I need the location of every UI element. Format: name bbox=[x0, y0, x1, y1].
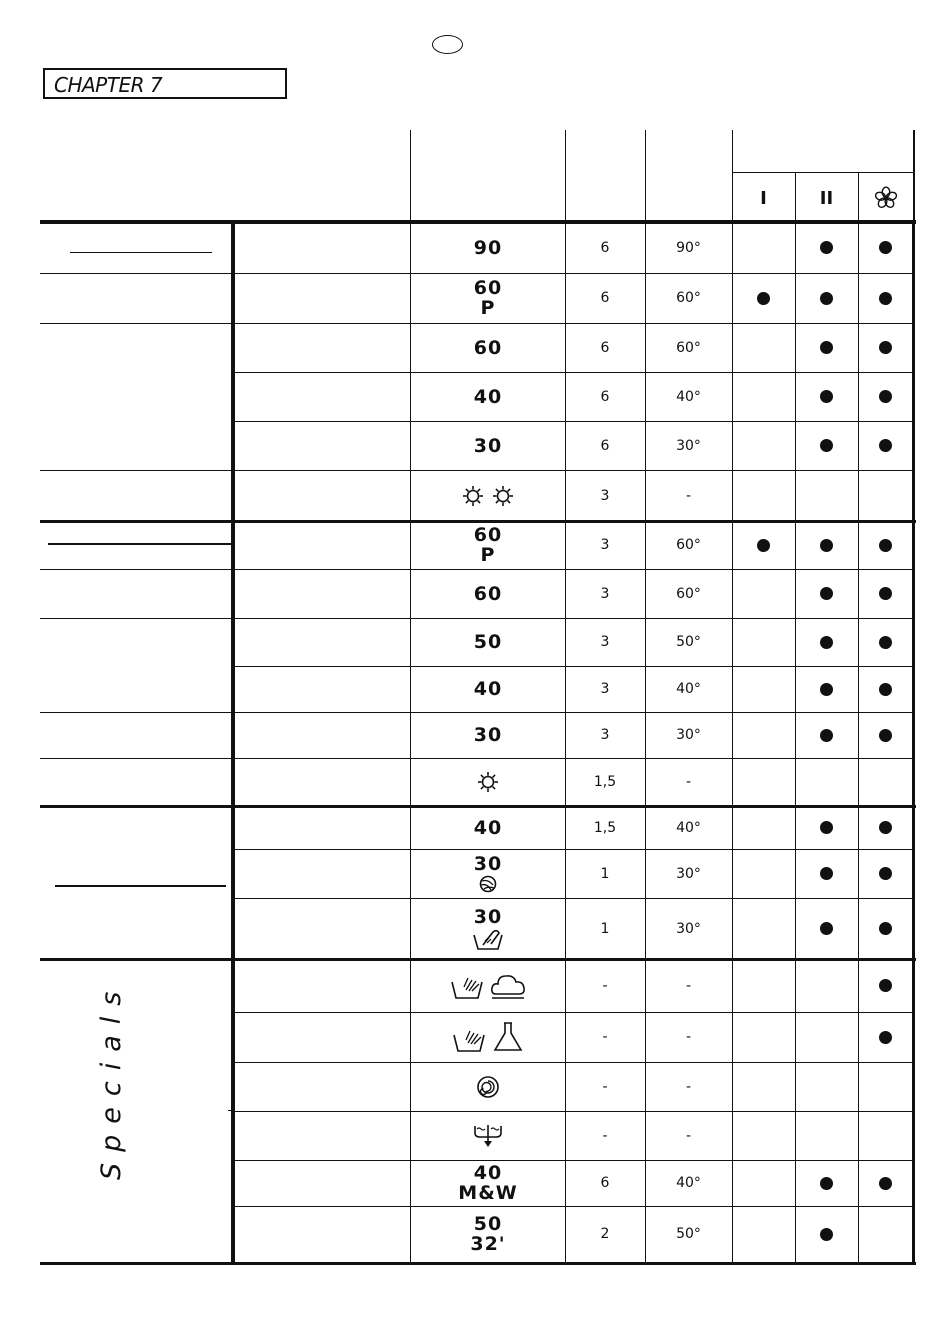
underline-mark bbox=[48, 543, 231, 545]
sun-icon bbox=[477, 771, 499, 793]
category-rule bbox=[40, 470, 233, 471]
filled-dot-icon bbox=[820, 341, 833, 354]
temperature-code bbox=[474, 584, 502, 604]
softener-cloud-icon bbox=[490, 972, 526, 1000]
language-oval bbox=[432, 35, 463, 54]
dosage-cell bbox=[795, 1206, 858, 1262]
filled-dot-icon bbox=[879, 390, 892, 403]
filled-dot-icon bbox=[879, 683, 892, 696]
rinse-icon bbox=[450, 972, 484, 1000]
wool-icon bbox=[478, 874, 498, 894]
temperature-number: 60 bbox=[473, 277, 503, 299]
programme-symbol bbox=[411, 569, 565, 618]
programme-suffix: P bbox=[480, 544, 496, 566]
main-wash-label: II bbox=[819, 187, 834, 209]
max-load-value: 1,5 bbox=[593, 819, 617, 836]
temperature-code bbox=[470, 1214, 505, 1254]
max-temperature-value: 50° bbox=[676, 634, 701, 650]
programme-symbol bbox=[411, 273, 565, 323]
dosage-cell bbox=[858, 569, 913, 618]
temperature-number: 40 bbox=[473, 678, 503, 700]
filled-dot-icon bbox=[879, 922, 892, 935]
dosage-cell bbox=[858, 898, 913, 959]
programme-symbol bbox=[411, 421, 565, 470]
programme-symbol bbox=[411, 959, 565, 1012]
programme-symbol bbox=[411, 898, 565, 959]
temperature-number: 30 bbox=[473, 905, 503, 928]
chapter-heading bbox=[43, 68, 287, 99]
max-load-value: 1 bbox=[600, 865, 610, 882]
dosage-cell bbox=[858, 421, 913, 470]
programme-symbol bbox=[411, 712, 565, 758]
max-load-value: 6 bbox=[600, 388, 610, 405]
dosage-cell bbox=[795, 569, 858, 618]
max-load-value: 3 bbox=[600, 727, 610, 743]
programme-symbol bbox=[411, 521, 565, 569]
dosage-cell bbox=[795, 712, 858, 758]
max-temperature-value: 50° bbox=[676, 1226, 701, 1242]
max-load-value: 6 bbox=[600, 437, 610, 454]
dosage-column-1-header bbox=[732, 178, 795, 218]
dosage-cell bbox=[795, 323, 858, 372]
programme-suffix: 32' bbox=[470, 1233, 506, 1255]
dosage-cell bbox=[858, 323, 913, 372]
filled-dot-icon bbox=[879, 439, 892, 452]
category-rule bbox=[40, 758, 233, 759]
bleach-flask-icon bbox=[492, 1021, 524, 1053]
max-load-value: - bbox=[602, 977, 608, 994]
max-load-value: 2 bbox=[600, 1226, 610, 1242]
category-rule bbox=[40, 323, 233, 324]
dosage-cell bbox=[858, 806, 913, 849]
temperature-number: 40 bbox=[473, 1162, 503, 1184]
max-temperature-value: 60° bbox=[676, 290, 701, 306]
temperature-code bbox=[474, 338, 502, 358]
filled-dot-icon bbox=[879, 292, 892, 305]
temperature-code bbox=[474, 854, 502, 874]
filled-dot-icon bbox=[757, 539, 770, 552]
programme-symbol bbox=[411, 849, 565, 898]
max-load-value: 3 bbox=[600, 537, 610, 553]
dosage-cell bbox=[795, 898, 858, 959]
filled-dot-icon bbox=[820, 683, 833, 696]
programme-symbol bbox=[411, 222, 565, 273]
header-divider bbox=[410, 130, 411, 222]
filled-dot-icon bbox=[820, 1228, 833, 1241]
hand-wash-icon bbox=[471, 927, 505, 951]
programme-symbol bbox=[411, 758, 565, 806]
tick-mark bbox=[228, 1110, 234, 1111]
max-temperature-value: - bbox=[685, 487, 692, 504]
programme-symbol bbox=[411, 1062, 565, 1111]
specials-label: Specials bbox=[96, 980, 127, 1180]
programme-symbol bbox=[411, 1111, 565, 1160]
filled-dot-icon bbox=[879, 979, 892, 992]
max-temperature-value: - bbox=[685, 1078, 692, 1095]
programme-symbol bbox=[411, 1160, 565, 1206]
max-temperature-value: 30° bbox=[676, 920, 701, 937]
temperature-number: 40 bbox=[473, 816, 503, 839]
dosage-cell bbox=[795, 849, 858, 898]
max-load-value: 3 bbox=[600, 634, 610, 650]
dosage-cell bbox=[858, 222, 913, 273]
max-load-value: - bbox=[602, 1127, 608, 1144]
temperature-number: 30 bbox=[473, 434, 503, 457]
header-divider bbox=[645, 130, 646, 222]
dosage-cell bbox=[858, 273, 913, 323]
max-load-value: 3 bbox=[600, 585, 610, 602]
dosage-cell bbox=[858, 712, 913, 758]
programme-suffix: M&W bbox=[458, 1182, 518, 1204]
dosage-cell bbox=[858, 372, 913, 421]
dosage-cell bbox=[732, 273, 795, 323]
filled-dot-icon bbox=[879, 587, 892, 600]
filled-dot-icon bbox=[879, 729, 892, 742]
sun-icon bbox=[462, 485, 484, 507]
filled-dot-icon bbox=[879, 539, 892, 552]
drain-icon bbox=[472, 1123, 504, 1149]
header-divider bbox=[565, 130, 566, 222]
temperature-code bbox=[474, 387, 502, 407]
max-load-value: 6 bbox=[600, 1175, 610, 1191]
underline-mark bbox=[55, 885, 226, 887]
dosage-cell bbox=[858, 666, 913, 712]
dosage-cell bbox=[858, 959, 913, 1012]
max-temperature-value: 40° bbox=[676, 819, 701, 836]
dosage-cell bbox=[795, 521, 858, 569]
programme-symbol bbox=[411, 806, 565, 849]
category-rule bbox=[40, 569, 233, 570]
temperature-number: 30 bbox=[473, 852, 503, 875]
filled-dot-icon bbox=[820, 390, 833, 403]
dosage-cell bbox=[858, 1012, 913, 1062]
max-temperature-value: - bbox=[685, 1029, 692, 1045]
dosage-column-2-header bbox=[795, 178, 858, 218]
softener-column-header bbox=[858, 178, 914, 218]
filled-dot-icon bbox=[879, 821, 892, 834]
dosage-cell bbox=[795, 421, 858, 470]
filled-dot-icon bbox=[879, 1031, 892, 1044]
rinse-icon bbox=[452, 1025, 486, 1053]
max-load-value: 3 bbox=[600, 681, 610, 697]
max-temperature-value: 40° bbox=[676, 388, 701, 405]
max-temperature-value: 30° bbox=[676, 437, 701, 454]
temperature-number: 40 bbox=[473, 385, 503, 408]
dosage-cell bbox=[858, 521, 913, 569]
max-temperature-value: 40° bbox=[676, 1175, 701, 1191]
two-sun-icon bbox=[462, 485, 514, 507]
filled-dot-icon bbox=[820, 821, 833, 834]
max-temperature-value: 60° bbox=[676, 339, 701, 356]
max-load-value: - bbox=[602, 1029, 608, 1045]
programme-symbol bbox=[411, 1012, 565, 1062]
max-load-value: 1 bbox=[600, 920, 610, 937]
filled-dot-icon bbox=[820, 587, 833, 600]
filled-dot-icon bbox=[757, 292, 770, 305]
dosage-cell bbox=[858, 618, 913, 666]
filled-dot-icon bbox=[820, 539, 833, 552]
temperature-code bbox=[474, 818, 502, 838]
temperature-code bbox=[474, 632, 502, 652]
rinse-softener-icon bbox=[450, 972, 526, 1000]
category-rule bbox=[40, 618, 233, 619]
max-load-value: - bbox=[602, 1078, 608, 1095]
temperature-number: 60 bbox=[473, 524, 503, 546]
filled-dot-icon bbox=[820, 292, 833, 305]
spin-icon bbox=[476, 1075, 500, 1099]
max-load-value: 6 bbox=[600, 239, 610, 256]
max-load-value: 3 bbox=[600, 487, 610, 504]
filled-dot-icon bbox=[820, 439, 833, 452]
programme-symbol bbox=[411, 618, 565, 666]
dosage-cell bbox=[732, 521, 795, 569]
prewash-label: I bbox=[760, 187, 767, 209]
dosage-cell bbox=[795, 1160, 858, 1206]
programme-symbol bbox=[411, 666, 565, 712]
dosage-cell bbox=[795, 806, 858, 849]
filled-dot-icon bbox=[820, 729, 833, 742]
column-rule bbox=[732, 222, 733, 1262]
filled-dot-icon bbox=[820, 241, 833, 254]
temperature-code bbox=[474, 278, 502, 318]
temperature-code bbox=[474, 436, 502, 456]
temperature-code bbox=[458, 1163, 517, 1203]
temperature-number: 30 bbox=[473, 724, 503, 746]
filled-dot-icon bbox=[820, 1177, 833, 1190]
programme-symbol bbox=[411, 470, 565, 521]
temperature-code bbox=[474, 525, 502, 565]
filled-dot-icon bbox=[820, 922, 833, 935]
max-temperature-value: 90° bbox=[676, 239, 701, 256]
category-column-rule bbox=[231, 222, 235, 1264]
max-temperature-value: 40° bbox=[676, 681, 701, 697]
programme-symbol bbox=[411, 323, 565, 372]
flower-icon bbox=[874, 186, 898, 210]
header-subline bbox=[732, 172, 914, 173]
max-load-value: 6 bbox=[600, 339, 610, 356]
temperature-number: 60 bbox=[473, 582, 503, 605]
max-temperature-value: 30° bbox=[676, 727, 701, 743]
temperature-number: 60 bbox=[473, 336, 503, 359]
programme-symbol bbox=[411, 1206, 565, 1262]
max-temperature-value: - bbox=[685, 1127, 692, 1144]
rinse-bleach-icon bbox=[452, 1021, 524, 1053]
filled-dot-icon bbox=[879, 1177, 892, 1190]
filled-dot-icon bbox=[879, 241, 892, 254]
max-load-value: 1,5 bbox=[593, 774, 617, 790]
dosage-cell bbox=[795, 666, 858, 712]
temperature-number: 90 bbox=[473, 236, 503, 259]
temperature-number: 50 bbox=[473, 631, 503, 653]
category-rule bbox=[40, 273, 233, 274]
temperature-code bbox=[474, 238, 502, 258]
max-temperature-value: 60° bbox=[676, 585, 701, 602]
chapter-label: CHAPTER 7 bbox=[54, 73, 163, 97]
max-temperature-value: 30° bbox=[676, 865, 701, 882]
dosage-cell bbox=[795, 372, 858, 421]
temperature-number: 50 bbox=[473, 1213, 503, 1235]
temperature-code bbox=[474, 725, 502, 745]
dosage-cell bbox=[795, 273, 858, 323]
temperature-code bbox=[474, 907, 502, 927]
sun-icon bbox=[492, 485, 514, 507]
underline-mark bbox=[70, 252, 212, 253]
temperature-code bbox=[474, 679, 502, 699]
dosage-cell bbox=[795, 618, 858, 666]
filled-dot-icon bbox=[879, 636, 892, 649]
dosage-cell bbox=[858, 849, 913, 898]
programme-suffix: P bbox=[480, 297, 496, 319]
max-temperature-value: 60° bbox=[676, 537, 701, 553]
category-rule bbox=[40, 712, 233, 713]
dosage-cell bbox=[858, 1160, 913, 1206]
programme-symbol bbox=[411, 372, 565, 421]
filled-dot-icon bbox=[820, 636, 833, 649]
dosage-cell bbox=[795, 222, 858, 273]
max-temperature-value: - bbox=[685, 774, 692, 790]
filled-dot-icon bbox=[879, 341, 892, 354]
table-bottom-rule bbox=[40, 1262, 916, 1265]
filled-dot-icon bbox=[820, 867, 833, 880]
max-load-value: 6 bbox=[600, 290, 610, 306]
filled-dot-icon bbox=[879, 867, 892, 880]
max-temperature-value: - bbox=[685, 977, 692, 994]
